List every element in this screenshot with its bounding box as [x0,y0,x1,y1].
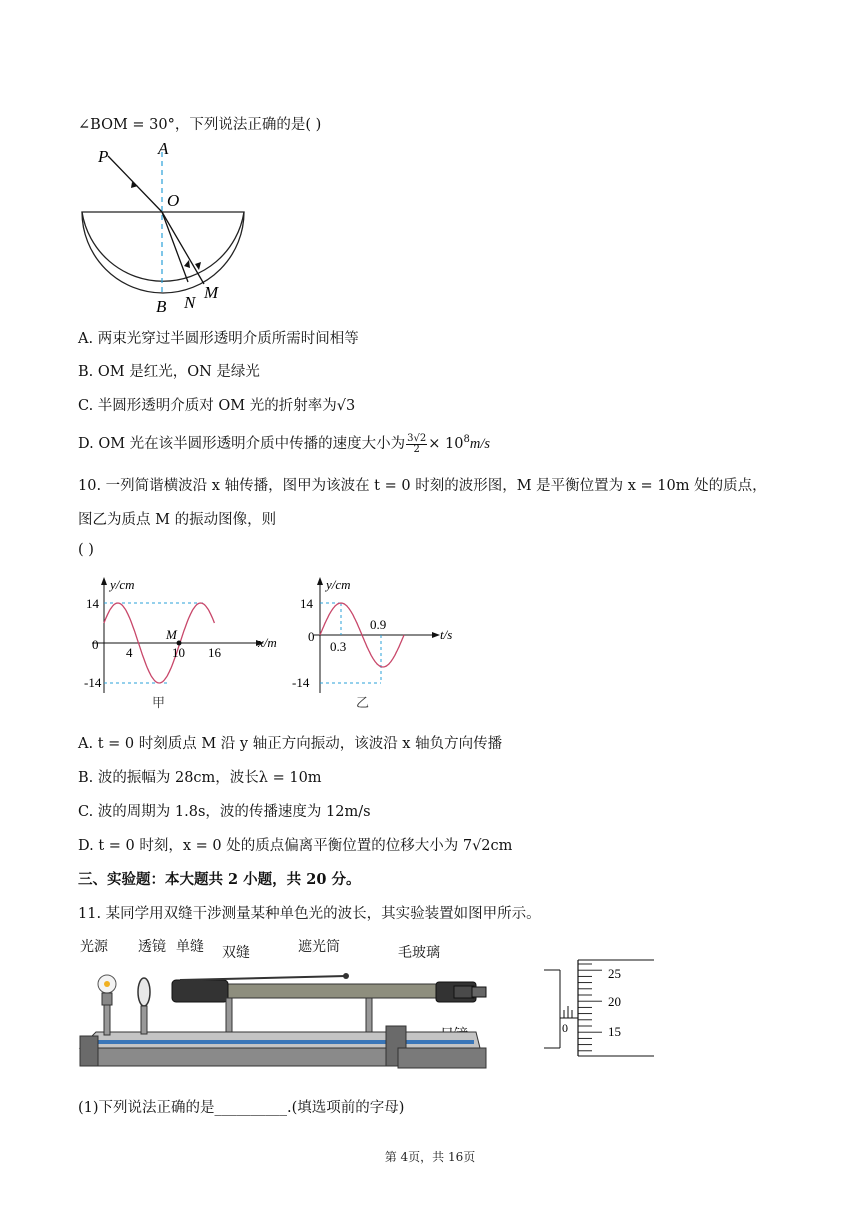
q11-sub1: (1)下列说法正确的是__________.(填选项前的字母) [78,1100,405,1116]
bulb-stand [104,1005,110,1035]
label-P: P [98,147,109,166]
label-lens: 透镜 [138,939,166,955]
stand-1 [226,998,232,1032]
fraction: $\frac{3√2}{2}$ [407,432,427,455]
jia-tick-16: 16 [208,645,221,660]
lens [138,978,150,1006]
yi-y-14: -14 [292,675,310,690]
q9-semicircle-figure [78,138,258,316]
yi-y-arrow [317,577,323,585]
stand-2 [366,998,372,1032]
yi-y14: 14 [300,596,313,611]
q9-stem-tail: ∠BOM = 30°，下列说法正确的是( ) [78,117,322,133]
jia-caption: 甲 [152,695,166,710]
jia-xlabel: x/m [258,635,277,650]
eyepiece [472,987,486,997]
label-O: O [167,191,180,210]
label-ground-glass: 毛玻璃 [398,945,440,961]
q10-option-a: A. t = 0 时刻质点 M 沿 y 轴正方向振动，该波沿 x 轴负方向传播 [78,736,503,752]
bench-leg-left [80,1036,98,1066]
yi-x-arrow [432,632,440,638]
graph-jia [82,575,292,715]
semicircle-outline [82,212,244,281]
bench-leg-end [398,1048,486,1068]
arrow-ON [184,260,190,268]
q10-bracket: ( ) [78,542,94,558]
jia-ylabel: y/cm [110,577,135,592]
sleeve-label-0: 0 [562,1021,568,1035]
label-A: A [158,139,169,158]
graph-yi [290,575,470,715]
q9-option-d-text: D. OM 光在该半圆形透明介质中传播的速度大小为 [78,436,406,452]
q9-option-d [78,432,490,455]
jia-y14: 14 [86,596,99,611]
q9-option-b: B. OM 是红光，ON 是绿光 [78,364,260,380]
lens-stand [141,1006,147,1034]
q11-stem: 11. 某同学用双缝干涉测量某种单色光的波长，其实验装置如图甲所示。 [78,906,541,922]
page-footer: 第 4页，共 16页 [384,1150,476,1164]
bulb-base [102,993,112,1005]
q10-option-c: C. 波的周期为 1.8s，波的传播速度为 12m/s [78,804,371,820]
q9-option-c: C. 半圆形透明介质对 OM 光的折射率为√3 [78,398,356,414]
label-M: M [204,283,219,302]
q10-stem-line2: 图乙为质点 M 的振动图像，则 [78,512,277,528]
yi-ylabel: y/cm [326,577,351,592]
label-N: N [184,293,196,312]
jia-tick-10: 10 [172,645,185,660]
double-slit-apparatus [76,956,488,1076]
q10-option-b: B. 波的振幅为 28cm，波长λ = 10m [78,770,322,786]
label-light-source: 光源 [80,939,108,955]
eyepiece-tube [454,986,474,998]
drum-label-25: 25 [608,966,621,981]
yi-caption: 乙 [356,695,370,710]
yi-tick-09: 0.9 [370,617,387,632]
jia-y-14: -14 [84,675,102,690]
q9-option-d-times: × 10 [428,436,464,452]
label-single-slit: 单缝 [176,939,204,955]
bulb-filament [104,981,110,987]
q10-option-d: D. t = 0 时刻，x = 0 处的质点偏离平衡位置的位移大小为 7√2cm [78,838,513,854]
q9-option-d-unit: m/s [469,436,491,452]
yi-y0: 0 [308,629,315,644]
refracted-ray-OM [162,212,204,284]
q10-stem-line1: 10. 一列简谐横波沿 x 轴传播，图甲为该波在 t = 0 时刻的波形图，M 是平衡位置为 x = 10m 处的质点， [78,478,767,494]
drum-label-20: 20 [608,994,621,1009]
jia-tick-4: 4 [126,645,133,660]
refracted-ray-ON [162,212,188,282]
jia-y0: 0 [92,637,99,652]
micrometer-reading [540,956,660,1060]
jia-y-arrow [101,577,107,585]
label-B: B [156,297,167,316]
drum-label-15: 15 [608,1024,621,1039]
q9-option-d-exp: 8 [463,434,470,446]
yi-tick-03: 0.3 [330,639,347,654]
rod-knob [343,973,349,979]
jia-point-label: M [166,627,177,642]
drum-ticks [578,964,602,1051]
label-double-slit: 双缝 [222,945,250,961]
yi-xlabel: t/s [440,627,453,642]
single-slit-rod [180,976,346,980]
section-3-heading: 三、实验题：本大题共 2 小题，共 20 分。 [78,871,361,888]
slit-holder [172,980,228,1002]
q9-option-a: A. 两束光穿过半圆形透明介质所需时间相等 [78,331,359,347]
arrow-OM [195,262,201,270]
label-tube: 遮光筒 [298,939,340,955]
